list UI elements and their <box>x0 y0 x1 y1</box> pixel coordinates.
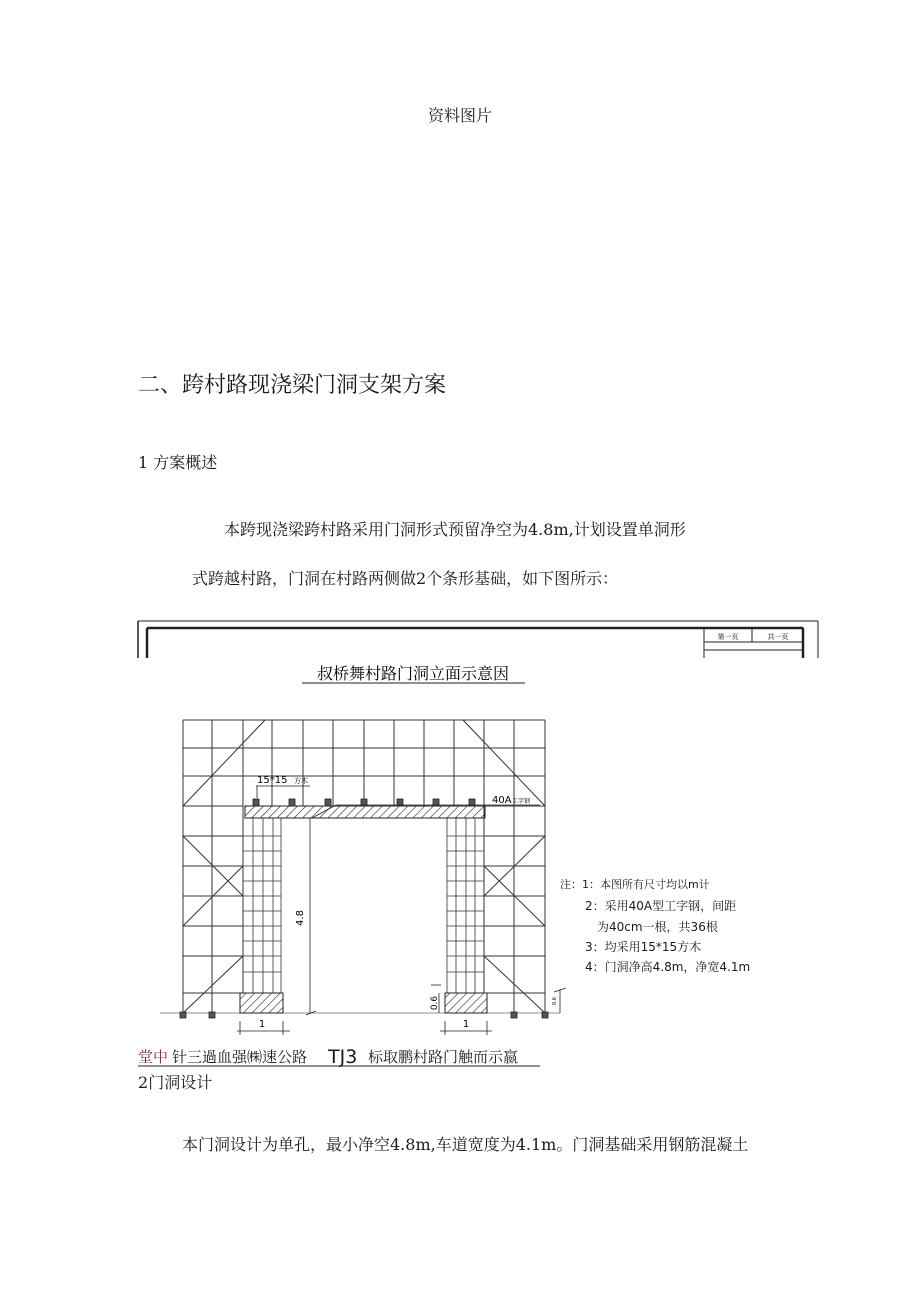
paragraph-line: 本跨现浇梁跨村路采用门洞形式预留净空为4.8m,计划设置单洞形 <box>224 520 686 539</box>
sheet-total: 共一页 <box>767 633 789 641</box>
right-small-dimension-label: 0.6 <box>552 997 558 1005</box>
left-foundation-width-label: 1 <box>258 1019 266 1030</box>
left-column-lattice <box>243 818 281 993</box>
subsection-number: 1 <box>138 453 149 472</box>
right-column-lattice <box>447 818 484 993</box>
caption-text: 标取鹏村路门触而示嬴 <box>368 1048 519 1066</box>
subsection-heading-door-design <box>138 1070 212 1093</box>
section-heading: 二、跨村路现浇梁门洞支架方案 <box>138 373 447 398</box>
note-line: 4：门洞净高4.8m，净宽4.1m <box>585 960 751 974</box>
note-line: 3：均采用15*15方木 <box>585 940 702 954</box>
paragraph-line: 本门洞设计为单孔，最小净空4.8m,车道宽度为4.1m。门洞基础采用钢筋混凝土 <box>182 1135 749 1154</box>
beam-size-label: 40A <box>492 795 512 806</box>
subsection-number: 2 <box>138 1073 149 1092</box>
timber-label-suffix: 方木 <box>294 777 308 785</box>
figure-caption <box>138 1046 518 1068</box>
right-foundation-width-label: 1 <box>462 1019 470 1030</box>
subsection-title: 门洞设计 <box>148 1073 213 1092</box>
paragraph-line: 式跨越村路，门洞在村路两侧做2个条形基础，如下图所示： <box>192 569 619 588</box>
note-line: 注：1：本图所有尺寸均以m计 <box>560 878 710 891</box>
drawing-notes <box>560 877 750 974</box>
right-foundation <box>445 993 487 1013</box>
subsection-title: 方案概述 <box>153 453 218 472</box>
i-beam <box>245 806 485 818</box>
height-dimension-label: 4.8 <box>295 910 306 926</box>
foundation-height-label: 0.6 <box>430 995 440 1011</box>
left-foundation <box>240 993 283 1013</box>
beam-label-suffix: 工字钢 <box>512 798 531 805</box>
caption-text: 针三過血强㈱速公路 <box>172 1048 308 1066</box>
page-title: 资料图片 <box>427 106 492 125</box>
drawing-title: 叔桥舞村路门洞立面示意因 <box>316 664 510 683</box>
caption-prefix: 堂中 <box>138 1048 169 1066</box>
drawing-frame <box>138 621 818 658</box>
caption-code: TJ3 <box>328 1046 358 1068</box>
note-line: 2：采用40A型工字钢，间距 <box>585 899 737 913</box>
sheet-number: 第一页 <box>717 633 739 641</box>
note-line: 为40cm一根，共36根 <box>597 920 718 934</box>
timber-size-label: 15*15 <box>257 775 288 786</box>
scaffold-grid <box>183 720 545 1013</box>
